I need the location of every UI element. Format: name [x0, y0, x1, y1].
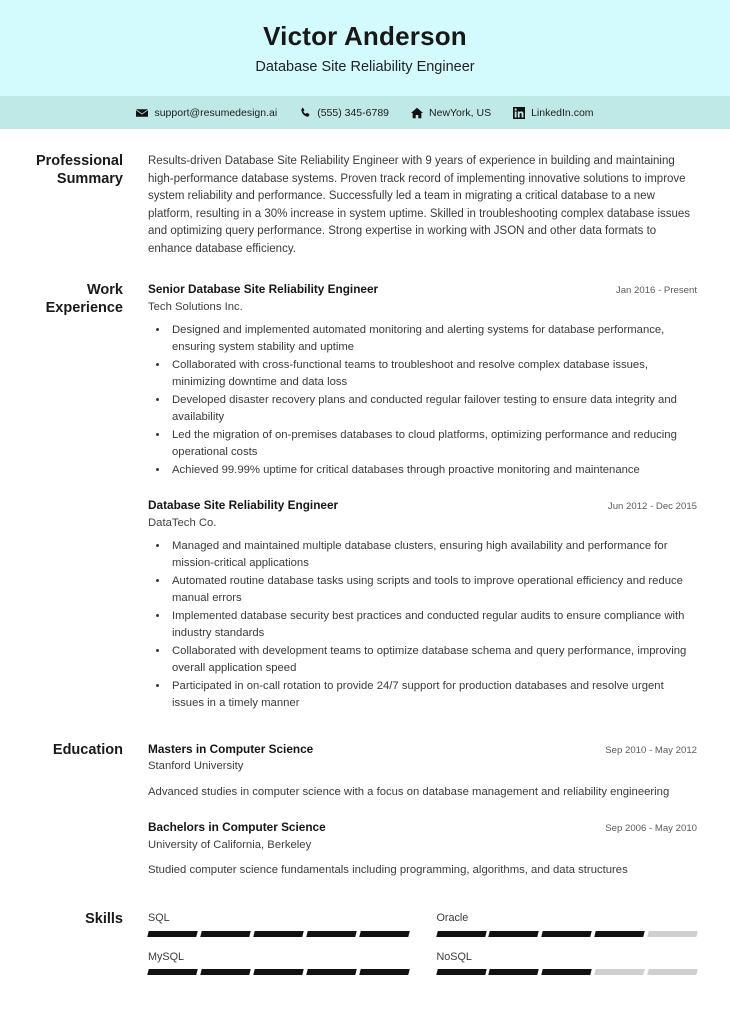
work-entry-date: Jan 2016 - Present	[615, 285, 697, 297]
list-item: • Led the migration of on-premises databases to cloud platforms, optimizing performance and reducing operational costs	[169, 427, 697, 461]
education-entry-date: Sep 2006 - May 2010	[605, 823, 697, 834]
work-entry-org: DataTech Co.	[148, 516, 217, 529]
section-label-education: Education	[52, 741, 123, 758]
skill-rating-segment	[200, 969, 250, 975]
contact-email-text: support@resumedesign.ai	[154, 106, 278, 119]
skill-item	[148, 950, 409, 975]
skill-rating-segment	[306, 969, 356, 975]
list-item: • Managed and maintained multiple database clusters, ensuring high availability and performance for mission-critical applications	[169, 538, 697, 572]
contact-phone-text: (555) 345-6789	[317, 106, 390, 119]
skill-item	[437, 911, 698, 936]
skill-rating-segment	[253, 969, 303, 975]
skill-rating-segment	[436, 969, 486, 975]
education-entry-org: Stanford University	[148, 760, 244, 773]
work-entry-bullets	[148, 538, 697, 711]
contact-linkedin[interactable]	[513, 107, 593, 119]
skill-rating-bar	[148, 969, 409, 975]
section-label-summary: Professional Summary	[35, 153, 123, 187]
skills-grid	[148, 911, 697, 974]
skill-rating-segment	[147, 969, 197, 975]
home-icon	[411, 107, 423, 119]
work-entry-bullets	[148, 322, 697, 478]
linkedin-icon	[513, 107, 525, 119]
section-label-skills: Skills	[85, 911, 123, 928]
envelope-icon	[136, 107, 148, 119]
header-job-title: Database Site Reliability Engineer	[255, 58, 475, 75]
contact-email[interactable]	[136, 107, 277, 119]
education-entry-date: Sep 2010 - May 2012	[605, 744, 697, 756]
skill-rating-segment	[489, 931, 539, 937]
skill-rating-segment	[147, 931, 197, 937]
work-entry-org: Tech Solutions Inc.	[148, 301, 243, 314]
skill-rating-segment	[542, 969, 592, 975]
list-item: • Collaborated with development teams to optimize database schema and query performance, improving overall application speed	[169, 643, 697, 677]
list-item: • Collaborated with cross-functional teams to troubleshoot and resolve complex database issues, minimizing downtime and data loss	[169, 357, 697, 391]
skill-name: SQL	[148, 912, 170, 925]
skill-rating-segment	[647, 931, 697, 937]
work-entry-title: Senior Database Site Reliability Engineer	[148, 282, 379, 297]
skill-rating-segment	[253, 931, 303, 937]
skill-rating-segment	[594, 931, 644, 937]
skill-rating-segment	[542, 931, 592, 937]
section-professional-summary	[33, 153, 697, 258]
contact-location[interactable]	[411, 107, 491, 119]
skill-name: MySQL	[148, 950, 184, 963]
education-entry-title: Bachelors in Computer Science	[148, 820, 326, 834]
education-entry-title: Masters in Computer Science	[148, 741, 314, 756]
page-title: Victor Anderson	[263, 21, 467, 51]
skill-rating-segment	[200, 931, 250, 937]
skill-rating-segment	[647, 969, 697, 975]
list-item: • Automated routine database tasks using scripts and tools to improve operational efficiency and reduce manual errors	[169, 573, 697, 607]
list-item: • Achieved 99.99% uptime for critical databases through proactive monitoring and maintenance	[169, 462, 697, 479]
summary-text: Results-driven Database Site Reliability Engineer with 9 years of experience in building and maintaining high-performance database systems. Proven track record of implementing innovative solutions to improve system reliability and performance. Successfully led a team in migrating a critical database to a new platform, resulting in a 30% increase in system uptime. Skilled in troubleshooting complex database issues and optimizing query performance. Strong expertise in working with JSON and other data formats to enhance database efficiency.	[148, 155, 691, 255]
phone-icon	[299, 107, 311, 119]
skill-item	[437, 950, 698, 975]
skill-rating-bar	[437, 969, 698, 975]
section-skills	[33, 911, 697, 974]
section-work-experience	[33, 282, 697, 713]
work-entry-title: Database Site Reliability Engineer	[148, 497, 339, 512]
skill-rating-segment	[436, 931, 486, 937]
skill-rating-segment	[489, 969, 539, 975]
skill-rating-bar	[437, 931, 698, 937]
skill-rating-segment	[306, 931, 356, 937]
skill-rating-segment	[359, 931, 409, 937]
skill-name: NoSQL	[436, 950, 472, 963]
list-item: • Implemented database security best practices and conducted regular audits to ensure compliance with industry standards	[169, 608, 697, 642]
skill-rating-segment	[594, 969, 644, 975]
resume-header	[0, 0, 730, 96]
section-education	[33, 742, 697, 882]
work-entry	[148, 282, 697, 479]
list-item: • Developed disaster recovery plans and conducted regular failover testing to ensure data integrity and availability	[169, 392, 697, 426]
education-entry-desc: Advanced studies in computer science with a focus on database management and reliability engineering	[148, 785, 670, 798]
education-entry-org: University of California, Berkeley	[148, 838, 312, 851]
skill-item	[148, 911, 409, 936]
education-entry-desc: Studied computer science fundamentals including programming, algorithms, and data structures	[148, 864, 628, 877]
list-item: • Designed and implemented automated monitoring and alerting systems for database performance, ensuring system stability and uptime	[169, 322, 697, 356]
work-entry-date: Jun 2012 - Dec 2015	[607, 500, 697, 512]
work-entry	[148, 498, 697, 712]
section-label-work: Work Experience	[45, 282, 123, 316]
contact-bar	[0, 96, 730, 129]
skill-name: Oracle	[436, 912, 469, 925]
resume-body	[0, 129, 730, 974]
contact-location-text: NewYork, US	[429, 106, 492, 119]
education-entry	[148, 820, 697, 879]
education-entry	[148, 742, 697, 801]
contact-phone[interactable]	[299, 107, 389, 119]
skill-rating-segment	[359, 969, 409, 975]
skill-rating-bar	[148, 931, 409, 937]
contact-linkedin-text: LinkedIn.com	[531, 106, 594, 119]
list-item: • Participated in on-call rotation to provide 24/7 support for production databases and resolve urgent issues in a timely manner	[169, 678, 697, 712]
